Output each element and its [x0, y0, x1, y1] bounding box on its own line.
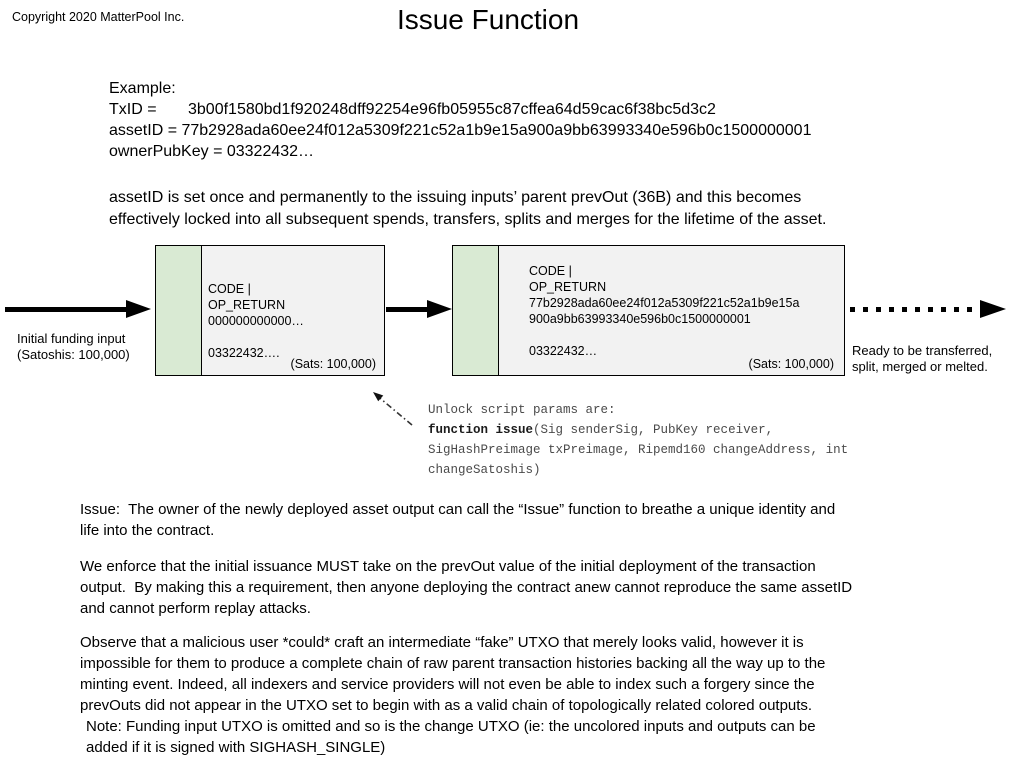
- input-funding-label: [17, 331, 130, 363]
- sats-label: (Sats: 100,000): [290, 357, 376, 371]
- input-arrow-right-icon: [126, 300, 151, 318]
- paragraph-line: impossible for them to produce a complete chain of raw parent transaction histories backing all the way up to the: [80, 655, 826, 672]
- annotation-line: SigHashPreimage txPreimage, Ripemd160 changeAddress, int: [428, 443, 849, 457]
- annotation-line: changeSatoshis): [428, 463, 541, 477]
- deploy-script-text: [208, 281, 304, 361]
- script-line: CODE |: [208, 282, 251, 296]
- issue-arrow-shaft: [386, 307, 428, 312]
- annotation-arrow-icon: [365, 385, 420, 433]
- script-line: OP_RETURN: [208, 298, 286, 312]
- paragraph-line: added if it is signed with SIGHASH_SINGLE): [86, 739, 386, 756]
- annotation-line: [428, 420, 848, 440]
- script-pubkey: 03322432…: [529, 344, 598, 358]
- intro-paragraph: [109, 187, 826, 231]
- paragraph-line: output. By making this a requirement, then anyone deploying the contract anew cannot reproduce the same assetID: [80, 579, 853, 596]
- input-funding-label-line: Initial funding input: [17, 331, 126, 346]
- function-signature-rest: (Sig senderSig, PubKey receiver,: [533, 423, 774, 437]
- paragraph-line: Note: Funding input UTXO is omitted and so is the change UTXO (ie: the uncolored inputs and outputs can be: [86, 718, 816, 735]
- paragraph-line: Observe that a malicious user *could* craft an intermediate “fake” UTXO that merely looks valid, however it is: [80, 634, 804, 651]
- intro-line: effectively locked into all subsequent spends, transfers, splits and merges for the lifetime of the asset.: [109, 211, 827, 228]
- ready-label: [852, 343, 992, 375]
- paragraph-line: and cannot perform replay attacks.: [80, 600, 311, 617]
- example-heading: Example:: [109, 80, 176, 97]
- example-block: [109, 78, 811, 162]
- script-line: 000000000000…: [208, 314, 304, 328]
- paragraph-enforce: [80, 556, 852, 619]
- ready-label-line: split, merged or melted.: [852, 359, 988, 374]
- paragraph-line: life into the contract.: [80, 522, 215, 539]
- txid-label: TxID =: [109, 101, 157, 118]
- script-pubkey: 03322432….: [208, 346, 280, 360]
- script-line: 77b2928ada60ee24f012a5309f221c52a1b9e15a: [529, 296, 800, 310]
- input-funding-label-line: (Satoshis: 100,000): [17, 347, 130, 362]
- copyright-text: Copyright 2020 MatterPool Inc.: [12, 10, 185, 24]
- input-arrow-shaft: [5, 307, 128, 312]
- example-txid: [109, 99, 811, 120]
- dotted-arrow-head-icon: [980, 300, 1006, 318]
- function-signature-bold: function issue: [428, 423, 534, 437]
- colored-output-strip: [453, 246, 499, 375]
- example-ownerpubkey: ownerPubKey = 03322432…: [109, 143, 315, 160]
- paragraph-note: [86, 716, 816, 758]
- script-line: CODE |: [529, 264, 572, 278]
- utxo-box-deploy: [155, 245, 385, 376]
- intro-line: assetID is set once and permanently to the issuing inputs’ parent prevOut (36B) and this becomes: [109, 189, 802, 206]
- paragraph-issue: [80, 499, 835, 541]
- utxo-box-issued: [452, 245, 845, 376]
- paragraph-line: Issue: The owner of the newly deployed asset output can call the “Issue” function to breathe a unique identity and: [80, 501, 836, 518]
- page-title: Issue Function: [396, 4, 580, 35]
- example-assetid: assetID = 77b2928ada60ee24f012a5309f221c52a1b9e15a900a9bb63993340e596b0c1500000001: [109, 122, 812, 139]
- script-line: 900a9bb63993340e596b0c1500000001: [529, 312, 751, 326]
- paragraph-line: prevOuts did not appear in the UTXO set to begin with as a valid chain of topologically related colored outputs.: [80, 697, 813, 714]
- paragraph-line: minting event. Indeed, all indexers and service providers will not even be able to index such a forgery since the: [80, 676, 815, 693]
- script-line: OP_RETURN: [529, 280, 607, 294]
- paragraph-observe: [80, 632, 825, 716]
- txid-value: 3b00f1580bd1f920248dff92254e96fb05955c87cffea64d59cac6f38bc5d3c2: [188, 101, 716, 118]
- sats-label: (Sats: 100,000): [748, 357, 834, 371]
- paragraph-line: We enforce that the initial issuance MUST take on the prevOut value of the initial deployment of the transaction: [80, 558, 816, 575]
- issue-arrow-right-icon: [427, 300, 452, 318]
- dotted-arrow-icon: [850, 307, 972, 312]
- colored-output-strip: [156, 246, 202, 375]
- ready-label-line: Ready to be transferred,: [852, 343, 993, 358]
- issued-script-text: [529, 263, 799, 359]
- unlock-script-annotation: [428, 400, 848, 480]
- annotation-line: Unlock script params are:: [428, 403, 616, 417]
